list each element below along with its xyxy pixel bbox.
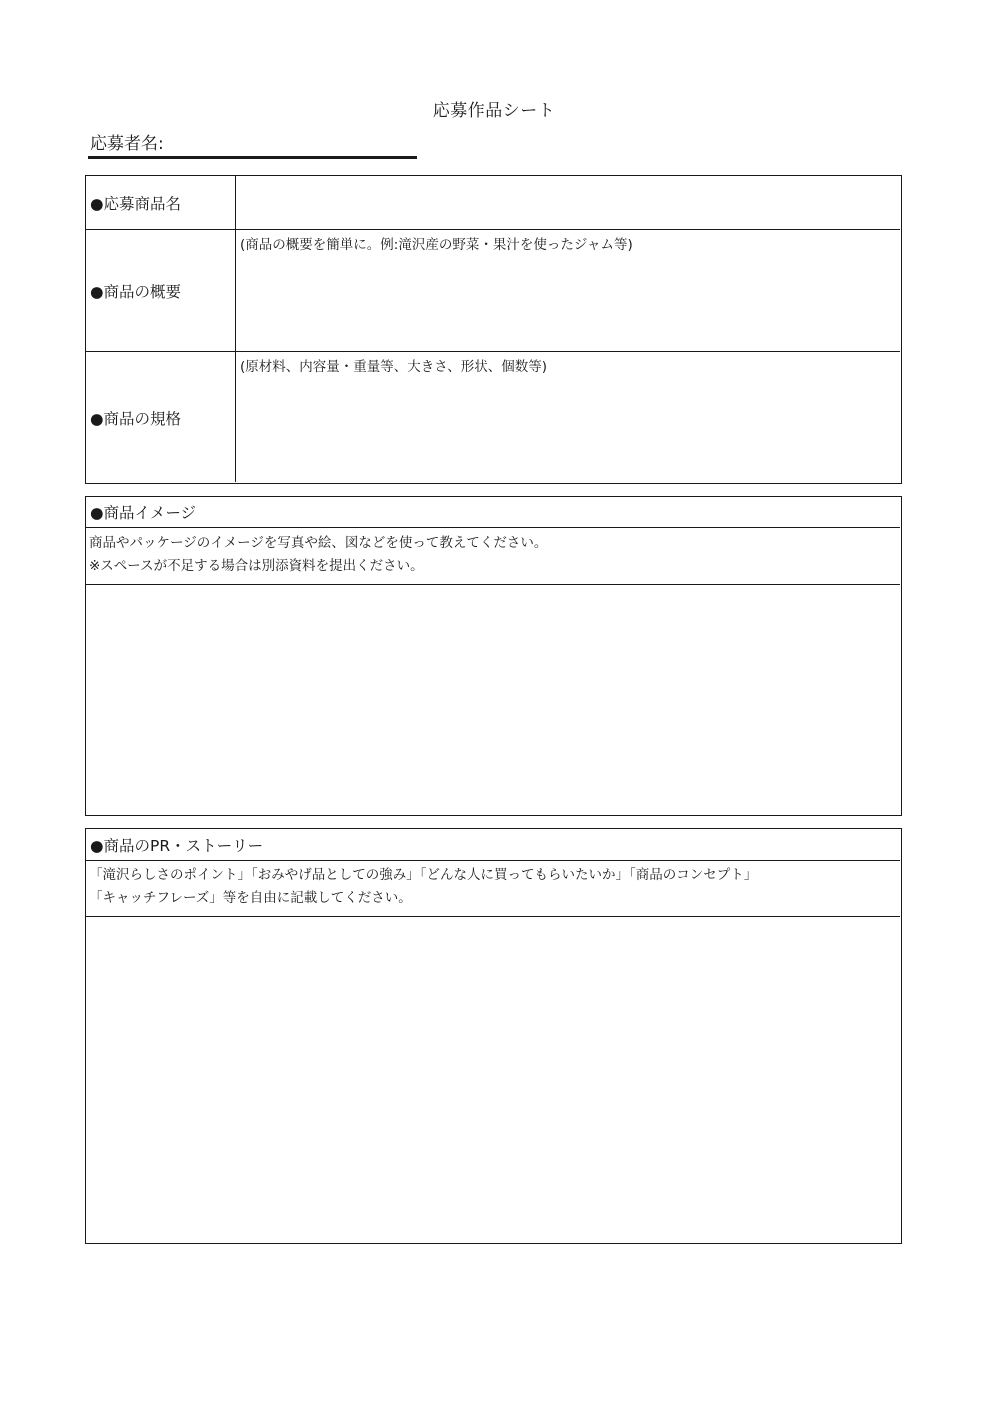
- applicant-name-label: 応募者名:: [90, 134, 164, 154]
- product-name-label: ●応募商品名: [90, 194, 182, 213]
- product-image-note-line2: ※スペースが不足する場合は別添資料を提出ください。: [89, 558, 424, 574]
- product-spec-hint: (原材料、内容量・重量等、大きさ、形状、個数等): [240, 359, 547, 375]
- product-spec-label: ●商品の規格: [90, 409, 182, 428]
- product-image-area[interactable]: [86, 586, 900, 814]
- product-summary-input[interactable]: [237, 231, 899, 351]
- product-spec-input[interactable]: [237, 353, 899, 482]
- product-pr-area[interactable]: [86, 918, 900, 1242]
- product-image-header: ●商品イメージ: [90, 504, 197, 522]
- section-divider: [86, 584, 900, 585]
- product-summary-label: ●商品の概要: [90, 283, 182, 301]
- product-pr-section: [85, 828, 902, 1244]
- table-row-divider: [86, 351, 900, 352]
- product-summary-hint: (商品の概要を簡単に。例:滝沢産の野菜・果汁を使ったジャム等): [240, 237, 633, 253]
- table-column-divider: [235, 176, 236, 482]
- section-divider: [86, 527, 900, 528]
- table-row-divider: [86, 229, 900, 230]
- section-divider: [86, 916, 900, 917]
- product-name-input[interactable]: [237, 176, 899, 229]
- product-info-table: [85, 175, 902, 484]
- product-image-instructions: [89, 532, 889, 578]
- product-image-section: [85, 496, 902, 816]
- product-image-note-line1: 商品やパッケージのイメージを写真や絵、図などを使って教えてください。: [89, 535, 548, 551]
- product-pr-note-line1: 「滝沢らしさのポイント」「おみやげ品としての強み」「どんな人に買ってもらいたいか」「商品のコンセプト」: [89, 867, 758, 883]
- page-title: 応募作品シート: [432, 101, 556, 121]
- section-divider: [86, 860, 900, 861]
- product-pr-note-line2: 「キャッチフレーズ」等を自由に記載してください。: [89, 890, 412, 906]
- applicant-name-field[interactable]: [88, 133, 417, 159]
- product-pr-header: ●商品のPR・ストーリー: [90, 836, 264, 855]
- product-pr-instructions: [89, 864, 894, 910]
